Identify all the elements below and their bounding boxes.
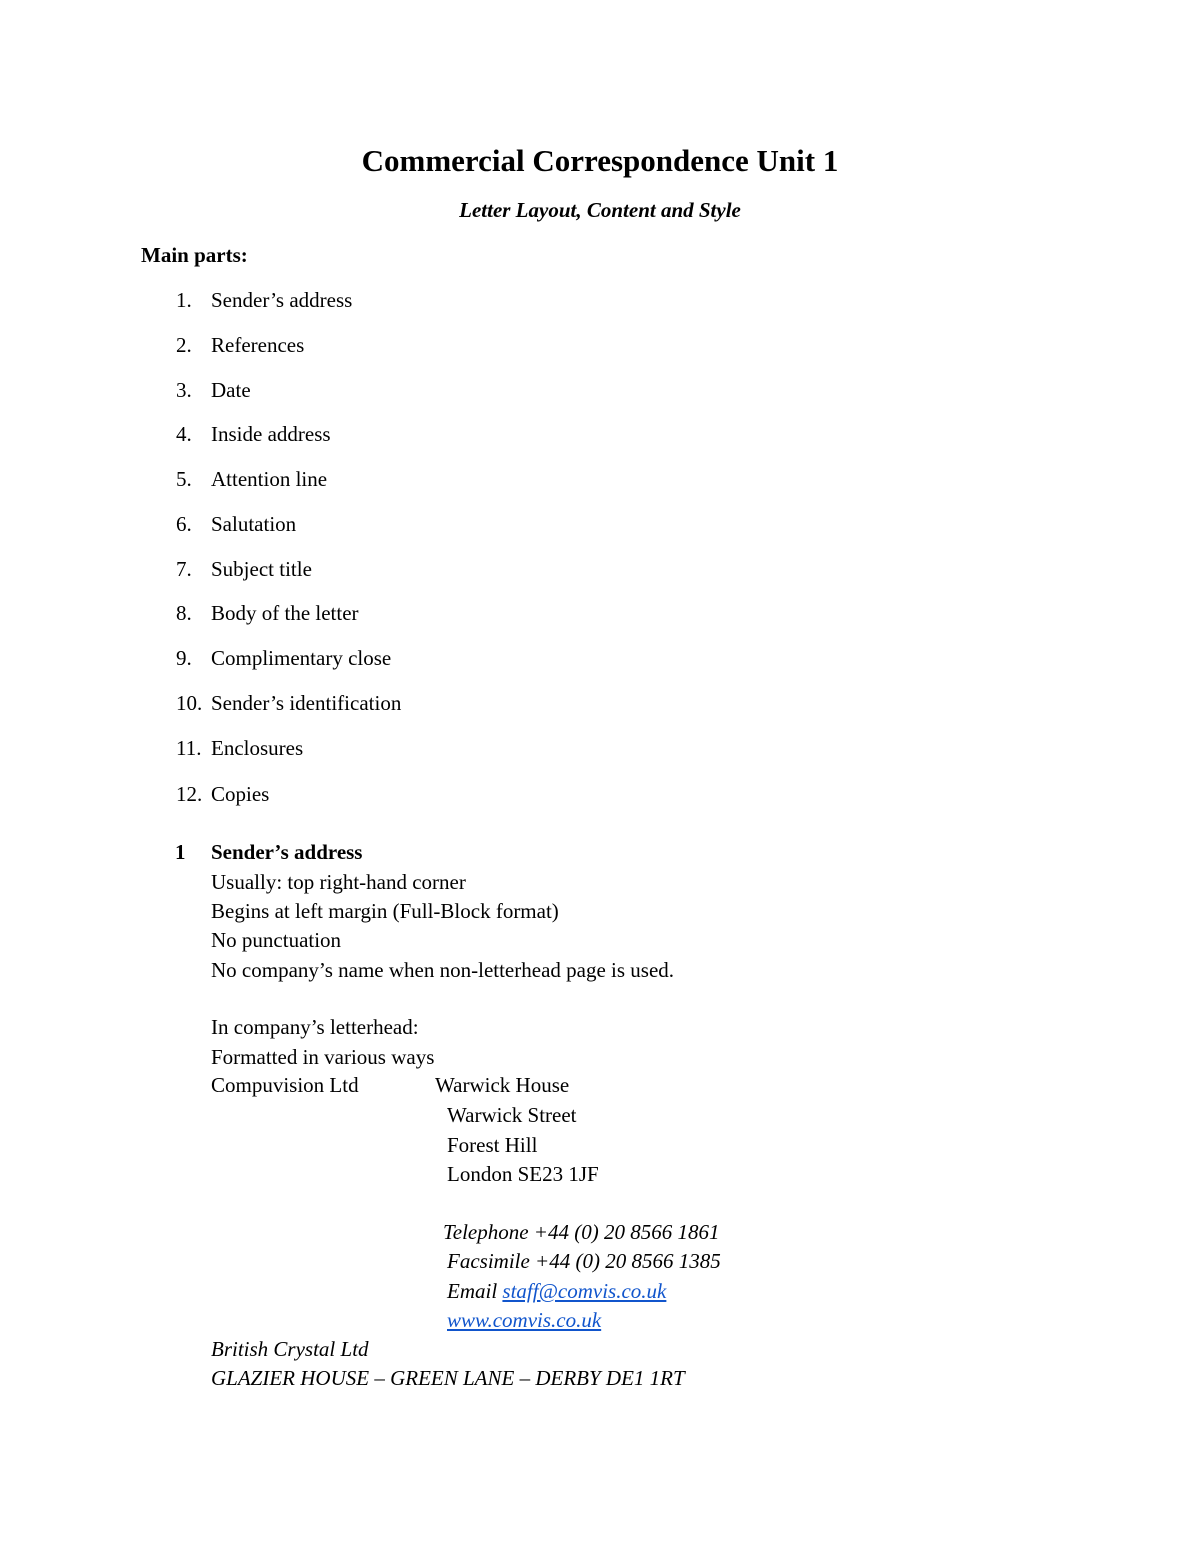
section-note: No punctuation bbox=[211, 928, 342, 952]
example-telephone: Telephone +44 (0) 20 8566 1861 bbox=[443, 1220, 720, 1244]
website-link[interactable]: www.comvis.co.uk bbox=[447, 1308, 602, 1332]
example-website-line bbox=[447, 1306, 601, 1334]
email-label: Email bbox=[447, 1279, 503, 1303]
example2-address: GLAZIER HOUSE – GREEN LANE – DERBY DE1 1RT bbox=[211, 1366, 685, 1390]
document-subtitle: Letter Layout, Content and Style bbox=[459, 198, 741, 222]
letterhead-intro: In company’s letterhead: bbox=[211, 1015, 419, 1039]
document-title: Commercial Correspondence Unit 1 bbox=[361, 143, 839, 178]
section-note: Begins at left margin (Full-Block format) bbox=[211, 899, 559, 923]
section-heading: Sender’s address bbox=[211, 840, 363, 864]
example-facsimile: Facsimile +44 (0) 20 8566 1385 bbox=[447, 1249, 721, 1273]
section-note: No company’s name when non-letterhead page is used. bbox=[211, 958, 675, 982]
example-address-line: London SE23 1JF bbox=[447, 1162, 599, 1186]
example-company-name: Compuvision Ltd bbox=[211, 1073, 359, 1097]
main-parts-heading: Main parts: bbox=[141, 243, 248, 267]
example-address-line: Forest Hill bbox=[447, 1133, 538, 1157]
example2-company-name: British Crystal Ltd bbox=[211, 1337, 369, 1361]
example-address-line: Warwick House bbox=[435, 1073, 570, 1097]
example-email-line bbox=[447, 1277, 666, 1305]
section-number: 1 bbox=[175, 840, 186, 864]
section-note: Usually: top right-hand corner bbox=[211, 870, 466, 894]
letterhead-formats: Formatted in various ways bbox=[211, 1045, 435, 1069]
document-page: Commercial Correspondence Unit 1 Letter Layout, Content and Style Main parts: 1. Sender’s address 2. References 3. Date 4. Inside address 5. Attention line 6. Salutation 7. Subject title 8. Body of the letter 9. Complimentary close 10. Sender’s identification 11. Enclosures 12. Copies 1 Sender’s address Usually: top right-hand corner Begins at left margin (Full-Block format) No punctuation No company’s name when non-letterhead page is used. In company’s letterhead: Formatted in various ways Compuvision Ltd Warwick House Warwick Street Forest Hill London SE23 1JF Telephone +44 (0) 20 8566 1861 Facsimile +44 (0) 20 8566 1385 Email staff@comvis.co.uk www.comvis.co.uk British Crystal Ltd GLAZIER HOUSE – GREEN LANE – DERBY DE1 1RT bbox=[0, 0, 1200, 1553]
example-address-line: Warwick Street bbox=[447, 1103, 577, 1127]
email-link[interactable]: staff@comvis.co.uk bbox=[502, 1279, 667, 1303]
